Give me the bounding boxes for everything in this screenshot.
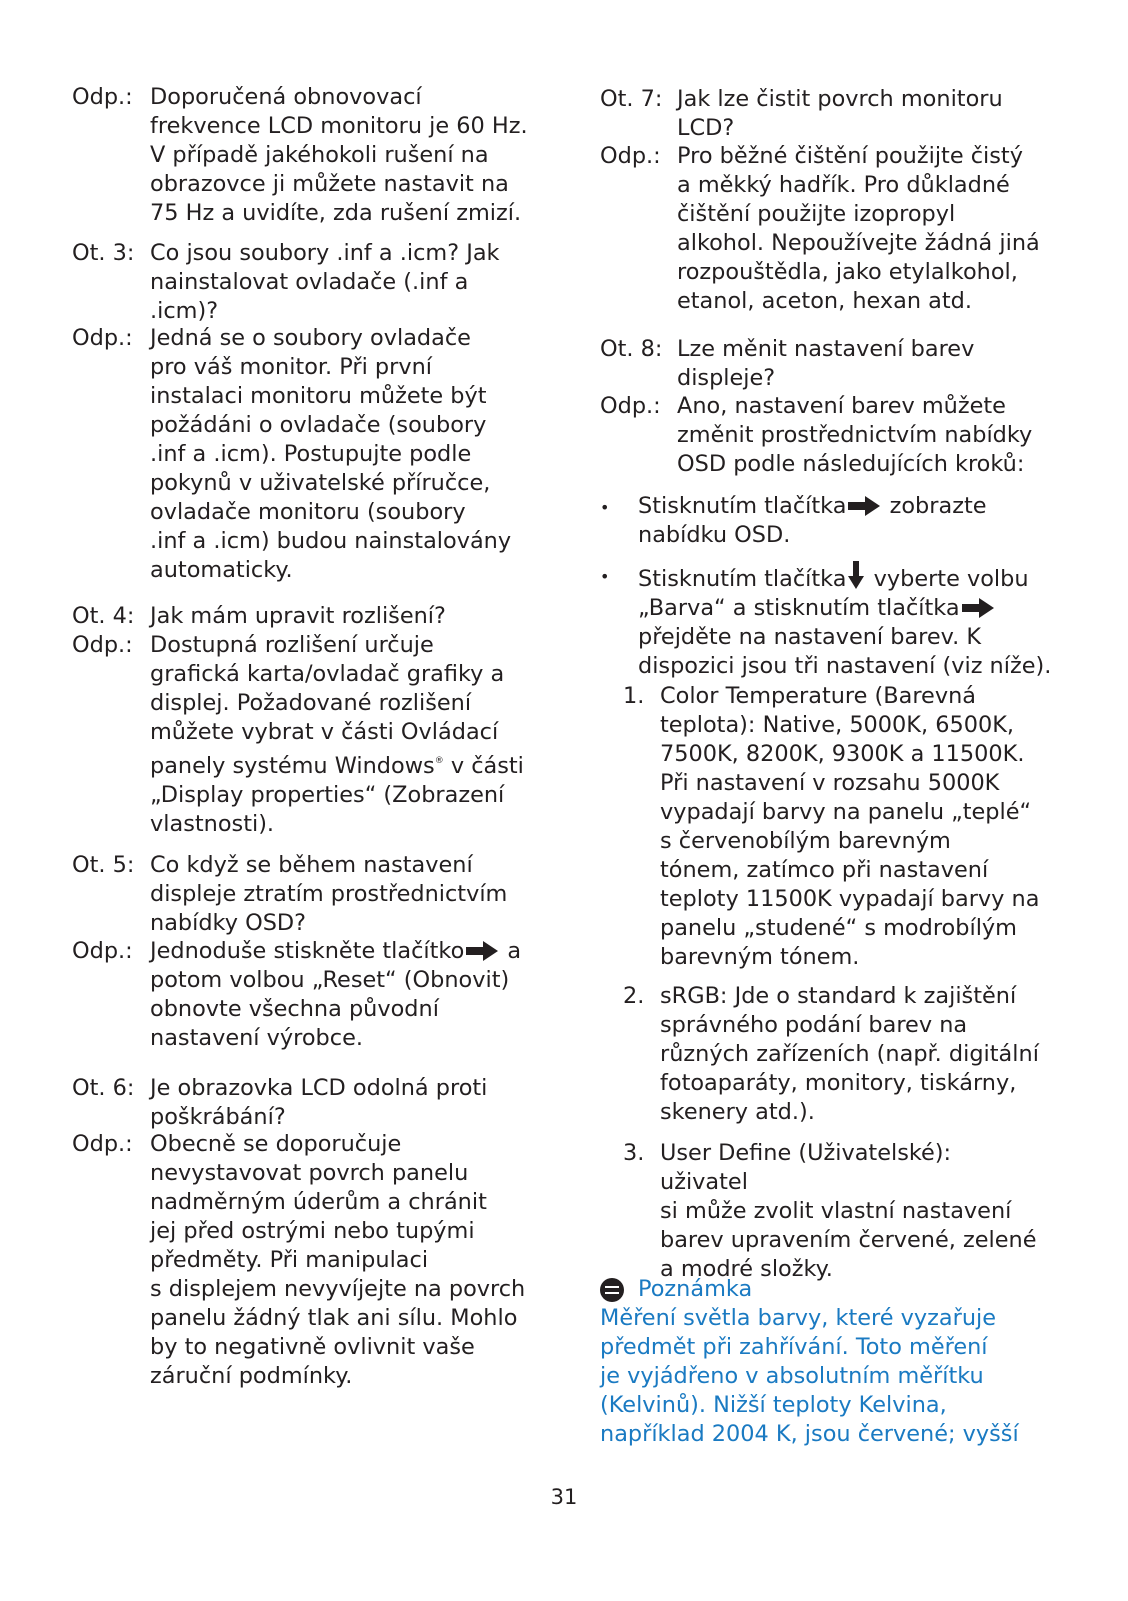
numbered-item: [623, 682, 1043, 972]
question-text: Co když se během nastavení displeje ztratím prostřednictvím nabídky OSD?: [150, 852, 508, 936]
question-label: Ot. 5:: [72, 852, 135, 878]
numbered-item: [623, 1139, 1043, 1284]
bullet-text-part: „Barva“ a stisknutím tlačítka: [638, 595, 960, 621]
answer-3: [72, 324, 511, 585]
answer-5: [72, 937, 521, 1053]
answer-label: Odp.:: [72, 325, 133, 351]
question-text: Je obrazovka LCD odolná proti poškrábání?: [150, 1075, 488, 1130]
registered-mark: ®: [434, 756, 444, 766]
page-number: 31: [550, 1485, 578, 1509]
question-text: Jak lze čistit povrch monitoru LCD?: [677, 86, 1003, 141]
note-text: Měření světla barvy, které vyzařuje předmět při zahřívání. Toto měření je vyjádřeno v absolutním měřítku (Kelvinů). Nižší teploty Kelvina, například 2004 K, jsou červené; vyšší: [600, 1305, 1019, 1447]
bullet-text-part: vyberte volbu: [866, 566, 1029, 592]
answer-text-part: a potom volbou „Reset“ (Obnovit) obnovte všechna původní nastavení výrobce.: [150, 938, 522, 1051]
answer-text-part: Jednoduše stiskněte tlačítko: [150, 938, 465, 964]
right-arrow-icon: [466, 941, 498, 961]
answer-label: Odp.:: [600, 143, 661, 169]
bullet-text-part: Stisknutím tlačítka: [638, 566, 847, 592]
bullet-text-part: zobrazte: [882, 493, 987, 519]
item-number: 1.: [623, 683, 645, 709]
question-text: Co jsou soubory .inf a .icm? Jak nainstalovat ovladače (.inf a .icm)?: [150, 240, 500, 324]
answer-6: [72, 1130, 525, 1391]
answer-label: Odp.:: [72, 938, 133, 964]
bullet-item: [600, 561, 1080, 681]
item-number: 2.: [623, 983, 645, 1009]
item-text: sRGB: Jde o standard k zajištění správného podání barev na různých zařízeních (např. digitální fotoaparáty, monitory, tiskárny, skenery atd.).: [660, 983, 1039, 1125]
question-label: Ot. 8:: [600, 336, 663, 362]
right-arrow-icon: [962, 598, 994, 618]
answer-text-part: Dostupná rozlišení určuje grafická karta/ovladač grafiky a displej. Požadované rozlišení můžete vybrat v části Ovládací panely systému Windows: [150, 632, 505, 779]
question-label: Ot. 7:: [600, 86, 663, 112]
note-heading: [600, 1275, 752, 1304]
answer-2: [72, 83, 528, 228]
answer-text: Obecně se doporučuje nevystavovat povrch panelu nadměrným úderům a chránit jej před ostrými nebo tupými předměty. Při manipulaci s displejem nevyvíjejte na povrch panelu žádný tlak ani sílu. Mohlo by to negativně ovlivnit vaše záruční podmínky.: [150, 1131, 526, 1389]
question-label: Ot. 4:: [72, 603, 135, 629]
bullet-text-part: nabídku OSD.: [638, 522, 791, 548]
question-label: Ot. 6:: [72, 1075, 135, 1101]
bullet-text-part: Stisknutím tlačítka: [638, 493, 847, 519]
bullet-dot: •: [600, 567, 610, 586]
item-text: Color Temperature (Barevná teplota): Native, 5000K, 6500K, 7500K, 8200K, 9300K a 11500K. Při nastavení v rozsahu 5000K vypadají barvy na panelu „teplé“ s červenobílým barevným tónem, zatímco při nastavení teploty 11500K vypadají barvy na panelu „studené“ s modrobílým barevným tónem.: [660, 683, 1040, 970]
answer-text: [150, 631, 524, 839]
item-number: 3.: [623, 1140, 645, 1166]
answer-label: Odp.:: [72, 632, 133, 658]
right-arrow-icon: [848, 496, 880, 516]
bullet-text: [638, 561, 1080, 681]
bullet-text-part: dispozici jsou tři nastavení (viz níže).: [638, 653, 1052, 679]
question-4: [72, 602, 446, 631]
question-label: Ot. 3:: [72, 240, 135, 266]
bullet-text: [638, 492, 1080, 550]
question-6: [72, 1074, 487, 1132]
numbered-item: [623, 982, 1043, 1127]
question-3: [72, 239, 500, 326]
question-8: [600, 335, 974, 393]
answer-text: Doporučená obnovovací frekvence LCD monitoru je 60 Hz. V případě jakéhokoli rušení na obrazovce ji můžete nastavit na 75 Hz a uvidíte, zda rušení zmizí.: [150, 84, 528, 226]
answer-8: [600, 392, 1032, 479]
answer-text: [150, 937, 521, 1053]
bullet-dot: •: [600, 498, 610, 517]
note-icon: [600, 1278, 624, 1302]
note-title: Poznámka: [638, 1276, 753, 1302]
bullet-text-part: přejděte na nastavení barev. K: [638, 624, 982, 650]
answer-7: [600, 142, 1040, 316]
question-text: Jak mám upravit rozlišení?: [150, 603, 446, 629]
bullet-item: [600, 492, 1080, 550]
answer-text: Pro běžné čištění použijte čistý a měkký hadřík. Pro důkladné čištění použijte izopropyl alkohol. Nepoužívejte žádná jiná rozpouštědla, jako etylalkohol, etanol, aceton, hexan atd.: [677, 143, 1040, 314]
question-text: Lze měnit nastavení barev displeje?: [677, 336, 975, 391]
answer-label: Odp.:: [72, 84, 133, 110]
answer-text: Ano, nastavení barev můžete změnit prostřednictvím nabídky OSD podle následujících kroků:: [677, 393, 1033, 477]
answer-4: [72, 631, 524, 839]
answer-text-part: v části „Display properties“ (Zobrazení vlastnosti).: [150, 753, 524, 837]
down-arrow-icon: [848, 561, 864, 589]
answer-text: Jedná se o soubory ovladače pro váš monitor. Při první instalaci monitoru můžete být požádáni o ovladače (soubory .inf a .icm). Postupujte podle pokynů v uživatelské příručce, ovladače monitoru (soubory .inf a .icm) budou nainstalovány automaticky.: [150, 325, 512, 583]
answer-label: Odp.:: [72, 1131, 133, 1157]
item-text: User Define (Uživatelské): uživatel si může zvolit vlastní nastavení barev upravením červené, zelené a modré složky.: [660, 1140, 1037, 1282]
answer-label: Odp.:: [600, 393, 661, 419]
question-5: [72, 851, 507, 938]
question-7: [600, 85, 1003, 143]
